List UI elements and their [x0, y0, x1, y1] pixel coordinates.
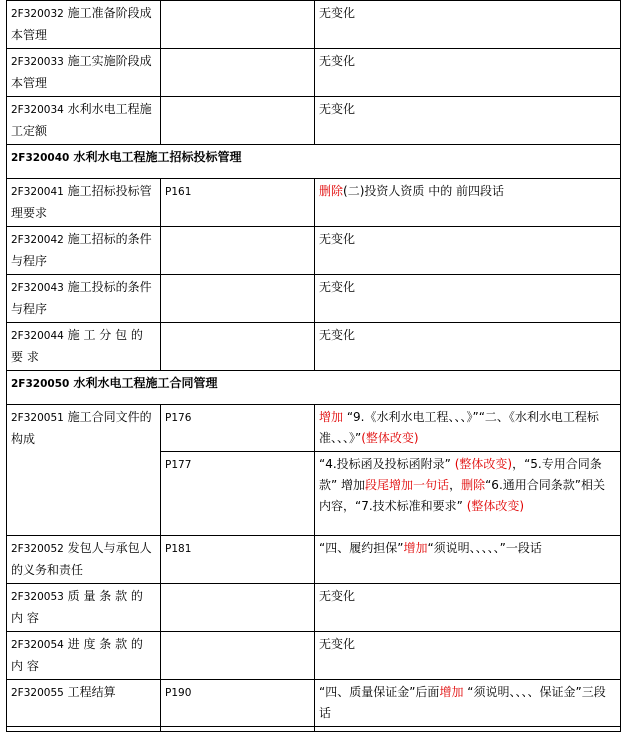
topic-cell [7, 97, 161, 145]
add-mark: 增加 [319, 410, 344, 424]
whole-change-mark: (整体改变) [454, 457, 513, 471]
topic-cell [7, 275, 161, 323]
page-cell [161, 227, 315, 275]
topic-code: 2F320054 [11, 639, 64, 651]
table-row [7, 536, 621, 584]
table-row [7, 227, 621, 275]
page-ref: P177 [165, 459, 192, 471]
add-sentence-mark: 段尾增加一句话 [365, 478, 450, 492]
topic-title: 水利水电工程施工定额 [11, 102, 152, 138]
topic-title: 施工招标的条件与程序 [11, 232, 152, 268]
topic-title: 质 量 条 款 的 内 容 [11, 589, 143, 625]
topic-cell [7, 680, 161, 727]
delete-mark: 删除 [461, 478, 486, 492]
topic-title: 施 工 分 包 的 要 求 [11, 328, 143, 364]
change-cell: 无变化 [315, 97, 621, 145]
topic-code: 2F320055 [11, 687, 64, 699]
topic-cell [7, 49, 161, 97]
topic-code: 2F320052 [11, 543, 64, 555]
topic-cell [7, 584, 161, 632]
change-cell: 增加 “9.《水利水电工程、、、》”“二、《水利水电工程标准、、、》”(整体改变) [315, 405, 621, 452]
topic-code: 2F320042 [11, 234, 64, 246]
table-row [7, 1, 621, 49]
topic-code: 2F320033 [11, 56, 64, 68]
topic-cell [7, 536, 161, 584]
whole-change-mark: (整体改变) [466, 499, 525, 513]
page-cell [161, 536, 315, 584]
page-cell [161, 323, 315, 371]
page-cell [161, 49, 315, 97]
section-row [7, 371, 621, 405]
change-cell: 无变化 [315, 1, 621, 49]
topic-title: 施工招标投标管理要求 [11, 184, 152, 220]
section-row [7, 145, 621, 179]
topic-code: 2F320034 [11, 104, 64, 116]
change-cell: 无变化 [315, 584, 621, 632]
page-cell [161, 632, 315, 680]
topic-code: 2F320051 [11, 412, 64, 424]
section-title: 水利水电工程施工招标投标管理 [73, 150, 242, 164]
change-cell: “四、质量保证金”后面增加 “须说明、、、、保证金”三段话 [315, 680, 621, 727]
table-row [7, 323, 621, 371]
change-cell: 无变化 [315, 275, 621, 323]
syllabus-change-table [6, 0, 621, 732]
delete-mark: 删除 [319, 184, 344, 198]
change-cell: “四、履约担保”增加“须说明、、、、、”一段话 [315, 536, 621, 584]
page-cell [161, 405, 315, 452]
section-code: 2F320040 [11, 152, 70, 164]
topic-code: 2F320043 [11, 282, 64, 294]
page-ref: P181 [165, 543, 192, 555]
table-row [7, 49, 621, 97]
change-cell: 无变化 [315, 49, 621, 97]
table-row [7, 405, 621, 452]
topic-cell [7, 323, 161, 371]
page-cell [161, 1, 315, 49]
whole-change-mark: (整体改变) [361, 431, 419, 445]
page-cell [161, 680, 315, 727]
page-ref: P190 [165, 687, 192, 699]
page-cell [161, 275, 315, 323]
topic-title: 施工合同文件的构成 [11, 410, 152, 446]
topic-code: 2F320044 [11, 330, 64, 342]
table-row [7, 179, 621, 227]
topic-cell [7, 179, 161, 227]
change-cell: 无变化 [315, 227, 621, 275]
topic-title: 进 度 条 款 的 内 容 [11, 637, 143, 673]
table-row [7, 584, 621, 632]
section-title: 水利水电工程施工合同管理 [73, 376, 218, 390]
topic-code: 2F320032 [11, 8, 64, 20]
page-ref: P161 [165, 186, 192, 198]
topic-cell [7, 1, 161, 49]
topic-cell [7, 227, 161, 275]
add-mark: 增加 [439, 685, 464, 699]
topic-title: 施工实施阶段成本管理 [11, 54, 152, 90]
section-heading [7, 371, 621, 405]
topic-cell [7, 405, 161, 536]
topic-title: 发包人与承包人的义务和责任 [11, 541, 152, 577]
table-row [7, 680, 621, 727]
page-cell [161, 452, 315, 536]
topic-code: 2F320053 [11, 591, 64, 603]
table-row [7, 727, 621, 732]
page-cell [161, 179, 315, 227]
topic-title: 施工准备阶段成本管理 [11, 6, 152, 42]
change-cell: “4.投标函及投标函附录” (整体改变)，“5.专用合同条款” 增加段尾增加一句话，删除“6.通用合同条款”相关内容，“7.技术标准和要求” (整体改变) [315, 452, 621, 536]
change-cell: 删除(二)投资人资质 中的 前四段话 [315, 179, 621, 227]
topic-title: 工程结算 [67, 685, 116, 699]
page-cell [161, 584, 315, 632]
table-row [7, 632, 621, 680]
change-cell: 无变化 [315, 323, 621, 371]
change-cell: 无变化 [315, 632, 621, 680]
section-heading [7, 145, 621, 179]
add-mark: 增加 [403, 541, 428, 555]
page-ref: P176 [165, 412, 192, 424]
page-cell [161, 97, 315, 145]
topic-cell [7, 632, 161, 680]
section-code: 2F320050 [11, 378, 70, 390]
topic-title: 施工投标的条件与程序 [11, 280, 152, 316]
table-row [7, 275, 621, 323]
table-row [7, 97, 621, 145]
topic-code: 2F320041 [11, 186, 64, 198]
